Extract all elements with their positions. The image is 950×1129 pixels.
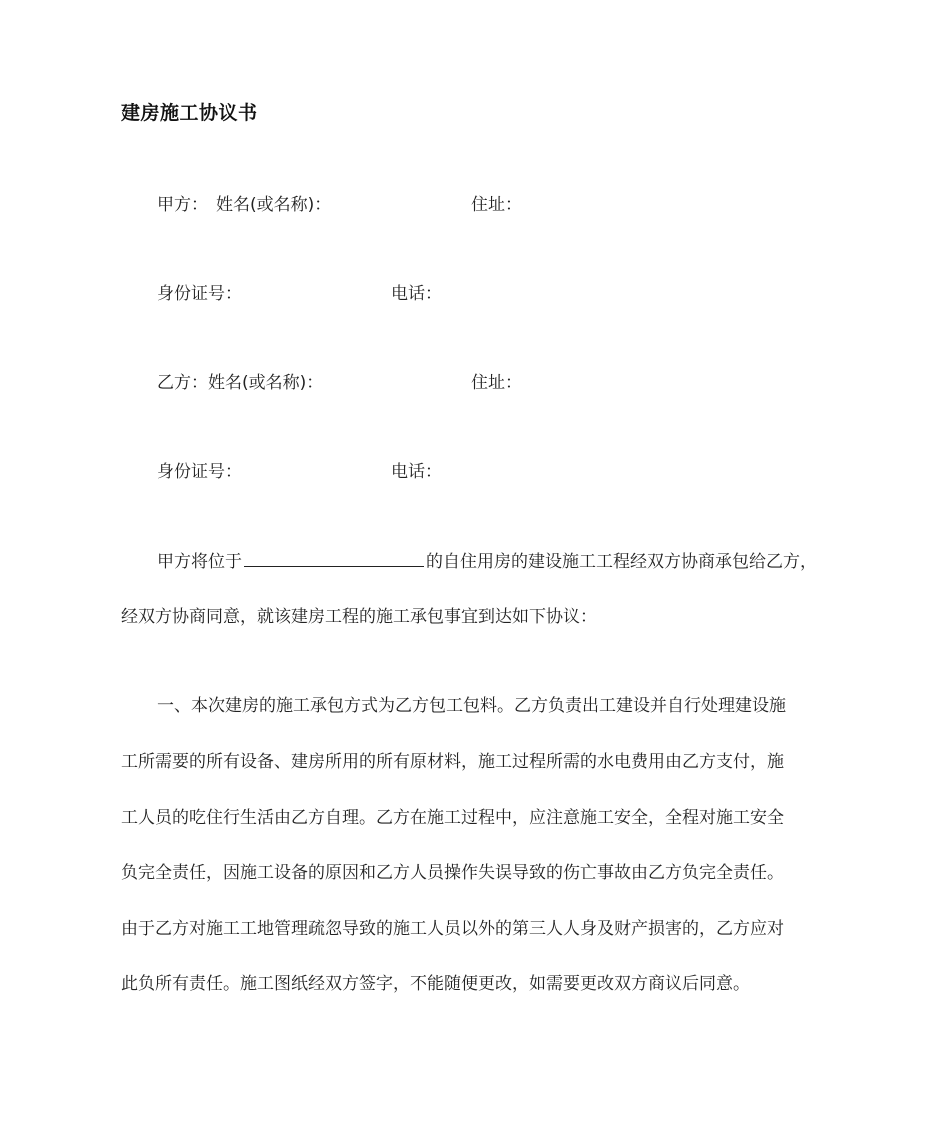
clause-1-line: 负完全责任，因施工设备的原因和乙方人员操作失误导致的伤亡事故由乙方负完全责任。	[121, 863, 784, 883]
clause-1-line: 工所需要的所有设备、建房所用的所有原材料，施工过程所需的水电费用由乙方支付，施	[121, 752, 784, 772]
party-b-phone-label: 电话：	[391, 462, 442, 482]
intro-line-2: 经双方协商同意，就该建房工程的施工承包事宜到达如下协议：	[121, 607, 597, 627]
party-a-label: 甲方：	[157, 195, 208, 215]
location-blank	[244, 549, 424, 567]
clause-1-line: 一、本次建房的施工承包方式为乙方包工包料。乙方负责出工建设并自行处理建设施	[157, 696, 786, 716]
document-title: 建房施工协议书	[121, 102, 258, 124]
clause-1-line: 工人员的吃住行生活由乙方自理。乙方在施工过程中，应注意施工安全，全程对施工安全	[121, 808, 784, 828]
party-b-address-label: 住址：	[471, 373, 522, 393]
party-a-phone-label: 电话：	[391, 284, 442, 304]
party-a-address-label: 住址：	[471, 195, 522, 215]
party-b-id-label: 身份证号：	[157, 462, 242, 482]
clause-1-line: 由于乙方对施工工地管理疏忽导致的施工人员以外的第三人人身及财产损害的，乙方应对	[121, 919, 784, 939]
intro-text-after-blank: 的自住用房的建设施工工程经双方协商承包给乙方，	[426, 552, 817, 572]
party-b-name-label: 乙方：姓名(或名称)：	[157, 373, 324, 393]
intro-line-1	[157, 549, 817, 574]
clause-1-line: 此负所有责任。施工图纸经双方签字，不能随便更改，如需要更改双方商议后同意。	[121, 974, 750, 994]
party-a-name-label: 姓名(或名称)：	[216, 195, 332, 215]
party-a-id-label: 身份证号：	[157, 284, 242, 304]
intro-text-before-blank: 甲方将位于	[157, 552, 242, 572]
